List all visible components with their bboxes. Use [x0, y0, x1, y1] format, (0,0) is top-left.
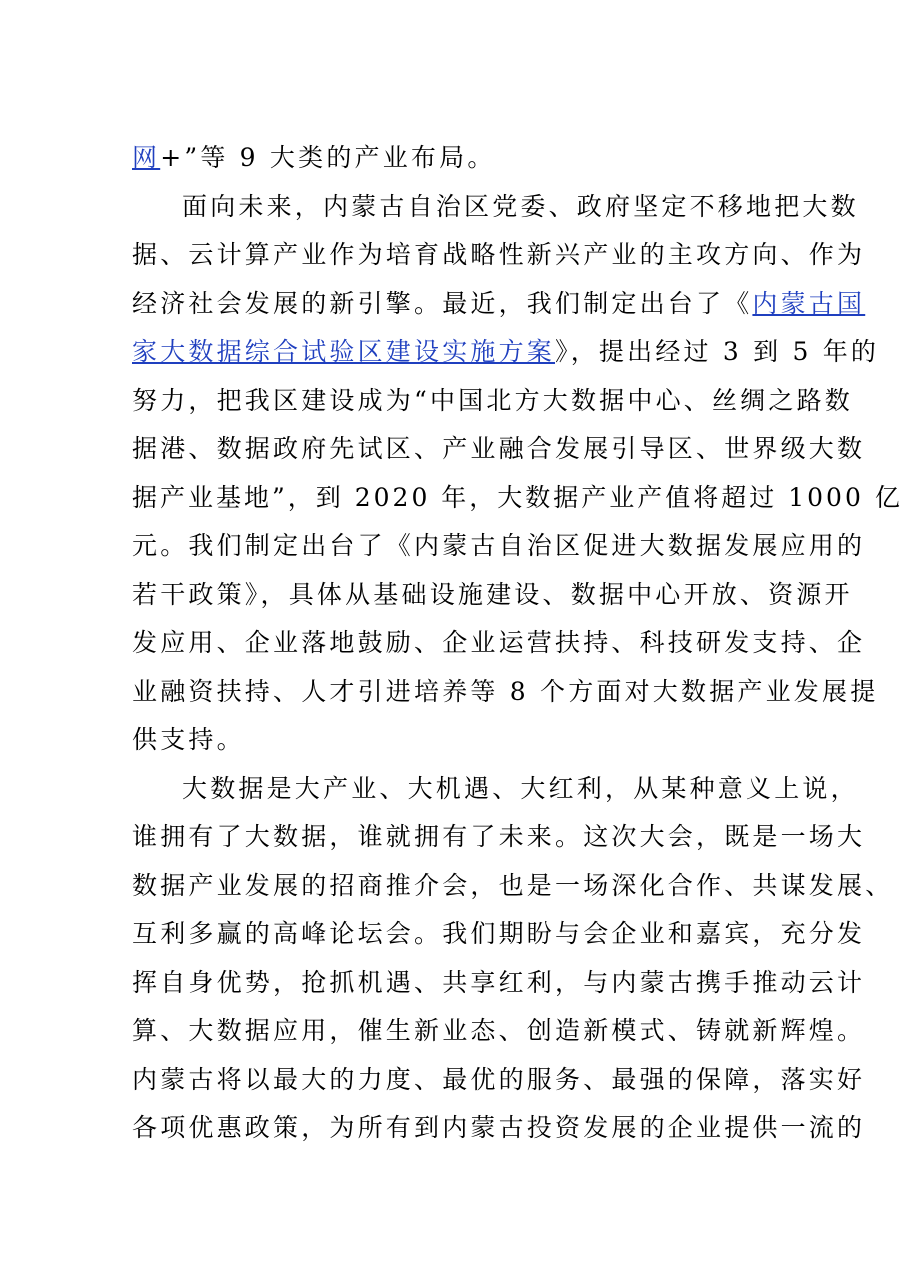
text-line — [132, 429, 865, 469]
text-run: 各项优惠政策，为所有到内蒙古投资发展的企业提供一流的 — [132, 1113, 866, 1142]
text-line — [132, 1108, 865, 1148]
text-line — [132, 672, 878, 712]
text-line — [132, 963, 865, 1003]
text-line — [182, 769, 859, 809]
text-line — [182, 187, 859, 227]
text-run: 业融资扶持、人才引进培养等 8 个方面对大数据产业发展提 — [132, 677, 879, 706]
text-line — [132, 1060, 865, 1100]
text-run: 据、云计算产业作为培育战略性新兴产业的主攻方向、作为 — [132, 240, 866, 269]
text-line — [132, 866, 893, 906]
text-run: 据产业基地”，到 2020 年，大数据产业产值将超过 1000 亿 — [132, 483, 903, 512]
text-run: 算、大数据应用，催生新业态、创造新模式、铸就新辉煌。 — [132, 1016, 866, 1045]
text-run: 内蒙古将以最大的力度、最优的服务、最强的保障，落实好 — [132, 1065, 866, 1094]
text-line — [132, 284, 865, 324]
text-run: 互利多赢的高峰论坛会。我们期盼与会企业和嘉宾，充分发 — [132, 919, 866, 948]
text-run: 据港、数据政府先试区、产业融合发展引导区、世界级大数 — [132, 434, 866, 463]
text-line — [132, 235, 865, 275]
text-run: 》，提出经过 3 到 5 年的 — [555, 337, 880, 366]
text-line — [132, 817, 865, 857]
text-line — [132, 623, 865, 663]
text-run: 供支持。 — [132, 725, 245, 754]
text-run: 挥自身优势，抢抓机遇、共享红利，与内蒙古携手推动云计 — [132, 968, 866, 997]
text-line — [132, 332, 879, 372]
text-line — [132, 138, 496, 178]
text-line — [132, 1011, 865, 1051]
text-run: 大数据是大产业、大机遇、大红利，从某种意义上说， — [182, 774, 859, 803]
text-run: +”等 9 大类的产业布局。 — [160, 143, 496, 172]
text-run: 发应用、企业落地鼓励、企业运营扶持、科技研发支持、企 — [132, 628, 866, 657]
text-run: 数据产业发展的招商推介会，也是一场深化合作、共谋发展、 — [132, 871, 894, 900]
text-line — [132, 478, 903, 518]
hyperlink[interactable]: 网 — [132, 143, 161, 172]
text-line — [132, 381, 853, 421]
text-line — [132, 914, 865, 954]
text-run: 元。我们制定出台了《内蒙古自治区促进大数据发展应用的 — [132, 531, 866, 560]
text-line — [132, 526, 865, 566]
hyperlink[interactable]: 家大数据综合试验区建设实施方案 — [132, 337, 556, 366]
text-line — [132, 720, 245, 760]
text-run: 谁拥有了大数据，谁就拥有了未来。这次大会，既是一场大 — [132, 822, 866, 851]
text-line — [132, 575, 853, 615]
text-run: 面向未来，内蒙古自治区党委、政府坚定不移地把大数 — [182, 192, 859, 221]
hyperlink[interactable]: 内蒙古国 — [752, 289, 866, 318]
text-run: 努力，把我区建设成为“中国北方大数据中心、丝绸之路数 — [132, 386, 853, 415]
text-run: 若干政策》，具体从基础设施建设、数据中心开放、资源开 — [132, 580, 853, 609]
text-run: 经济社会发展的新引擎。最近，我们制定出台了《 — [132, 289, 753, 318]
